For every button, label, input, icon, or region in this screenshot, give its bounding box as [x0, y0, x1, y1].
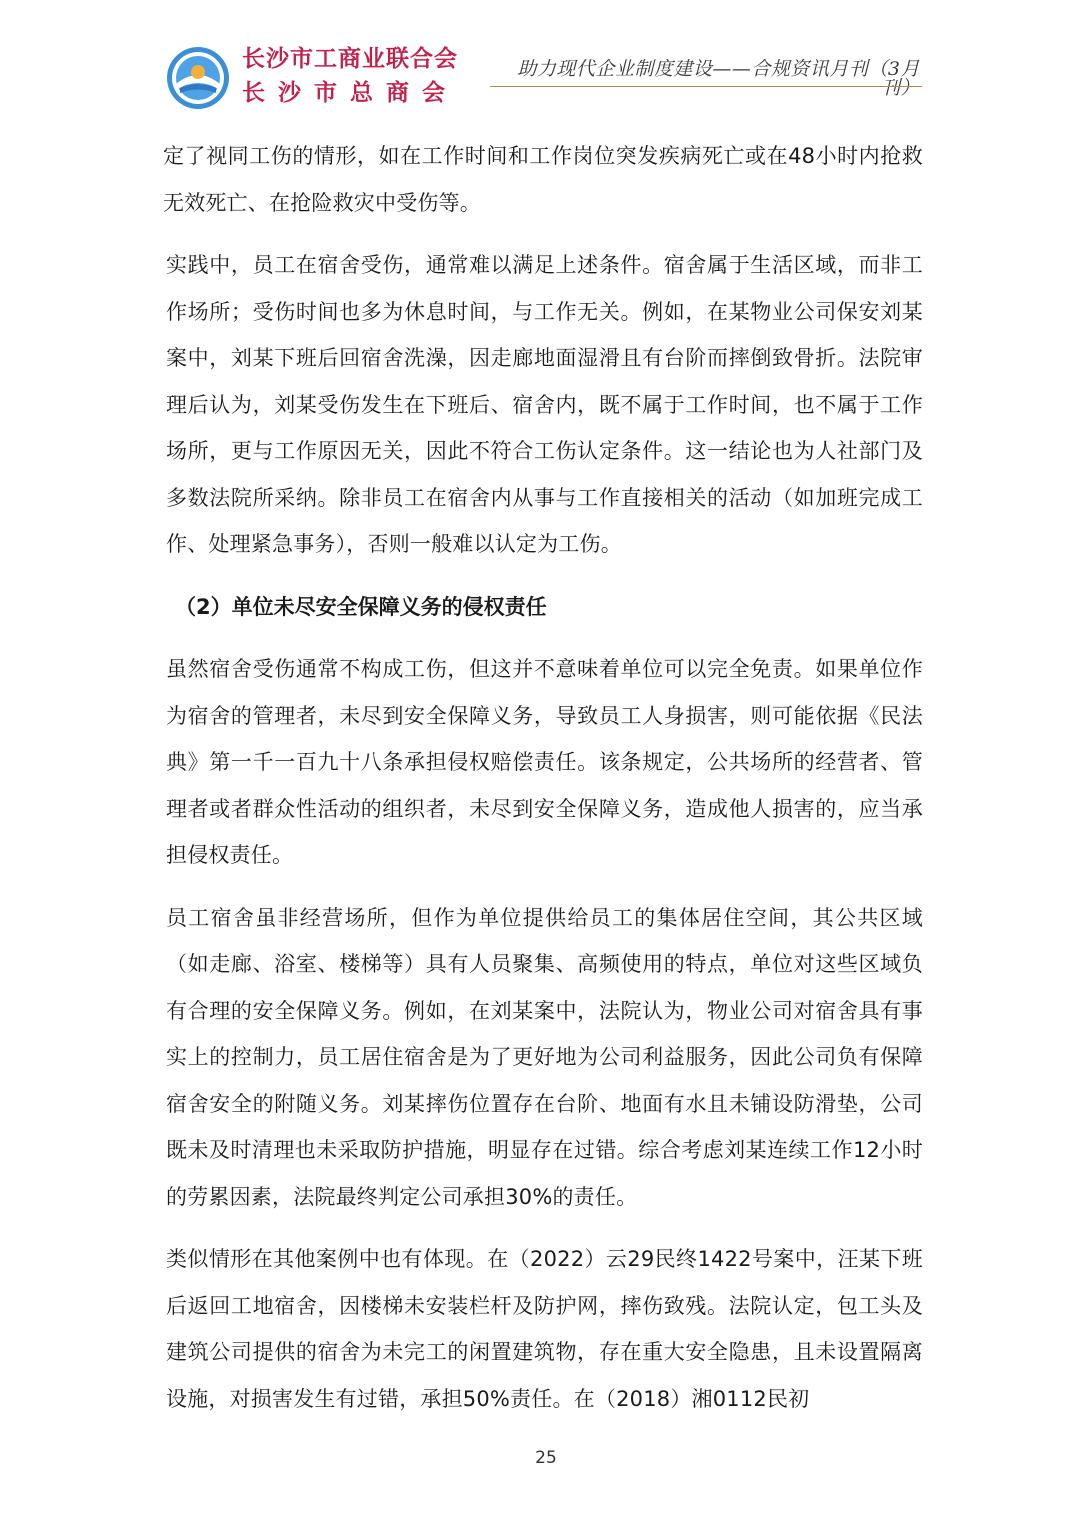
body-paragraph: 员工宿舍虽非经营场所，但作为单位提供给员工的集体居住空间，其公共区域（如走廊、浴室、楼梯等）具有人员聚集、高频使用的特点，单位对这些区域负有合理的安全保障义务。例如，在刘某案中，法院认为，物业公司对宿舍具有事实上的控制力，员工居住宿舍是为了更好地为公司利益服务，因此公司负有保障宿舍安全的附随义务。刘某摔伤位置存在台阶、地面有水且未铺设防滑垫，公司既未及时清理也未采取防护措施，明显存在过错。综合考虑刘某连续工作12小时的劳累因素，法院最终判定公司承担30%的责任。	[166, 905, 923, 1209]
org-name-line1: 长沙市工商业联合会	[242, 46, 458, 72]
header-divider	[490, 86, 922, 87]
body-paragraph: 实践中，员工在宿舍受伤，通常难以满足上述条件。宿舍属于生活区域，而非工作场所；受伤时间也多为休息时间，与工作无关。例如，在某物业公司保安刘某案中，刘某下班后回宿舍洗澡，因走廊地面湿滑且有台阶而摔倒致骨折。法院审理后认为，刘某受伤发生在下班后、宿舍内，既不属于工作时间，也不属于工作场所，更与工作原因无关，因此不符合工伤认定条件。这一结论也为人社部门及多数法院所采纳。除非员工在宿舍内从事与工作直接相关的活动（如加班完成工作、处理紧急事务），否则一般难以认定为工伤。	[166, 253, 923, 556]
body-paragraph: 类似情形在其他案例中也有体现。在（2022）云29民终1422号案中，汪某下班后返回工地宿舍，因楼梯未安装栏杆及防护网，摔伤致残。法院认定，包工头及建筑公司提供的宿舍为未完工的闲置建筑物，存在重大安全隐患，且未设置隔离设施，对损害发生有过错，承担50%责任。在（2018）湘0112民初	[166, 1247, 923, 1411]
chamber-of-commerce-logo-icon	[166, 46, 230, 110]
body-paragraph: 定了视同工伤的情形，如在工作时间和工作岗位突发疾病死亡或在48小时内抢救无效死亡、在抢险救灾中受伤等。	[163, 144, 923, 215]
page-header	[0, 0, 1080, 120]
org-name-line2: 长沙市总商会	[242, 80, 458, 106]
page-number: 25	[535, 1448, 557, 1468]
section-heading: （2）单位未尽安全保障义务的侵权责任	[175, 594, 547, 619]
document-body	[163, 133, 923, 1422]
body-paragraph: 虽然宿舍受伤通常不构成工伤，但这并不意味着单位可以完全免责。如果单位作为宿舍的管理者，未尽到安全保障义务，导致员工人身损害，则可能依据《民法典》第一千一百九十八条承担侵权赔偿责任。该条规定，公共场所的经营者、管理者或者群众性活动的组织者，未尽到安全保障义务，造成他人损害的，应当承担侵权责任。	[166, 657, 923, 867]
publication-title: 助力现代企业制度建设——合规资讯月刊（3月刊）	[517, 58, 920, 99]
